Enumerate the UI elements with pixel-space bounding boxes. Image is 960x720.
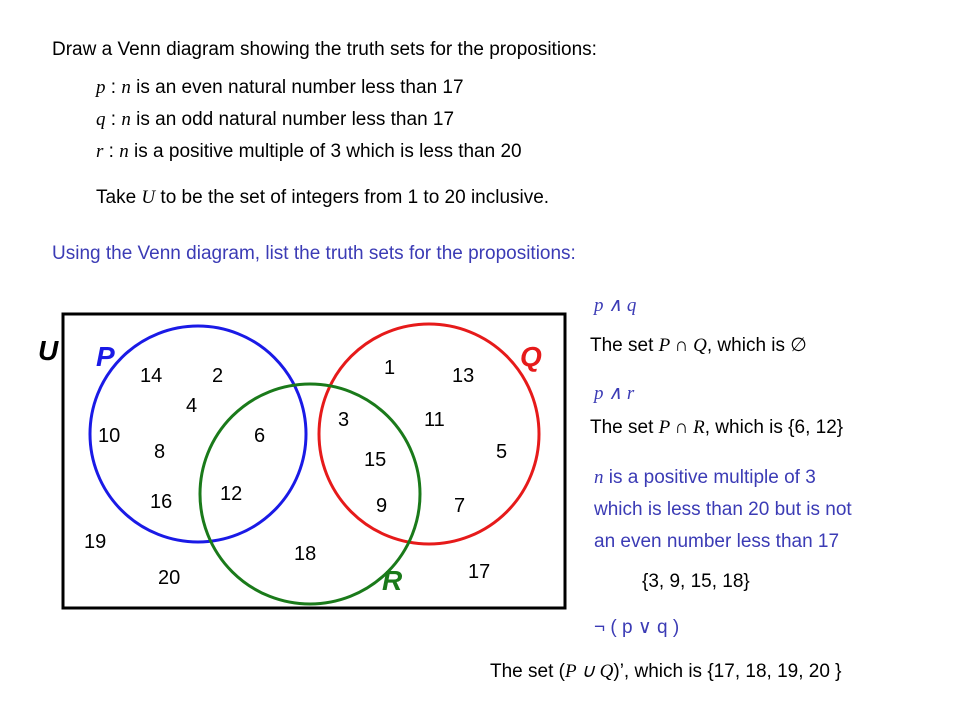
element-10: 10 xyxy=(98,425,121,447)
element-1: 1 xyxy=(384,357,396,379)
element-5: 5 xyxy=(496,441,508,463)
q3-line-1: n is a positive multiple of 3 xyxy=(594,467,816,488)
element-7: 7 xyxy=(454,495,466,517)
label-u: U xyxy=(38,335,59,366)
q3-line-2: which is less than 20 but is not xyxy=(594,499,852,520)
element-6: 6 xyxy=(254,425,266,447)
universe-definition: Take U to be the set of integers from 1 to 20 inclusive. xyxy=(96,187,550,208)
element-18: 18 xyxy=(294,543,317,565)
label-p: P xyxy=(96,341,115,372)
element-8: 8 xyxy=(154,441,166,463)
element-17: 17 xyxy=(468,561,491,583)
intro-text: Draw a Venn diagram showing the truth sets for the propositions: xyxy=(52,39,597,60)
q1-expression: p ∧ q xyxy=(594,295,637,316)
element-9: 9 xyxy=(376,495,388,517)
proposition-q: q : n is an odd natural number less than 17 xyxy=(96,109,455,130)
set-q-circle xyxy=(319,324,539,544)
proposition-p: p : n is an even natural number less than 17 xyxy=(96,77,464,98)
q2-expression: p ∧ r xyxy=(594,383,635,404)
element-3: 3 xyxy=(338,409,350,431)
element-11: 11 xyxy=(424,409,445,431)
element-20: 20 xyxy=(158,567,181,589)
proposition-r: r : n is a positive multiple of 3 which is less than 20 xyxy=(96,141,522,162)
q2-answer: The set P ∩ R, which is {6, 12} xyxy=(590,417,844,438)
element-13: 13 xyxy=(452,365,475,387)
q4-expression: ¬ ( p ∨ q ) xyxy=(594,617,680,638)
set-p-circle xyxy=(90,326,306,542)
q1-answer: The set P ∩ Q, which is ∅ xyxy=(590,335,807,356)
element-14: 14 xyxy=(140,365,163,387)
element-2: 2 xyxy=(212,365,224,387)
element-12: 12 xyxy=(220,483,243,505)
label-q: Q xyxy=(520,341,542,372)
q3-answer: {3, 9, 15, 18} xyxy=(642,571,750,592)
element-4: 4 xyxy=(186,395,198,417)
q3-line-3: an even number less than 17 xyxy=(594,531,840,552)
element-16: 16 xyxy=(150,491,173,513)
label-r: R xyxy=(382,565,403,596)
element-19: 19 xyxy=(84,531,107,553)
using-instruction: Using the Venn diagram, list the truth sets for the propositions: xyxy=(52,243,576,264)
q4-answer: The set (P ∪ Q)’, which is {17, 18, 19, 20 } xyxy=(490,661,842,682)
element-15: 15 xyxy=(364,449,387,471)
